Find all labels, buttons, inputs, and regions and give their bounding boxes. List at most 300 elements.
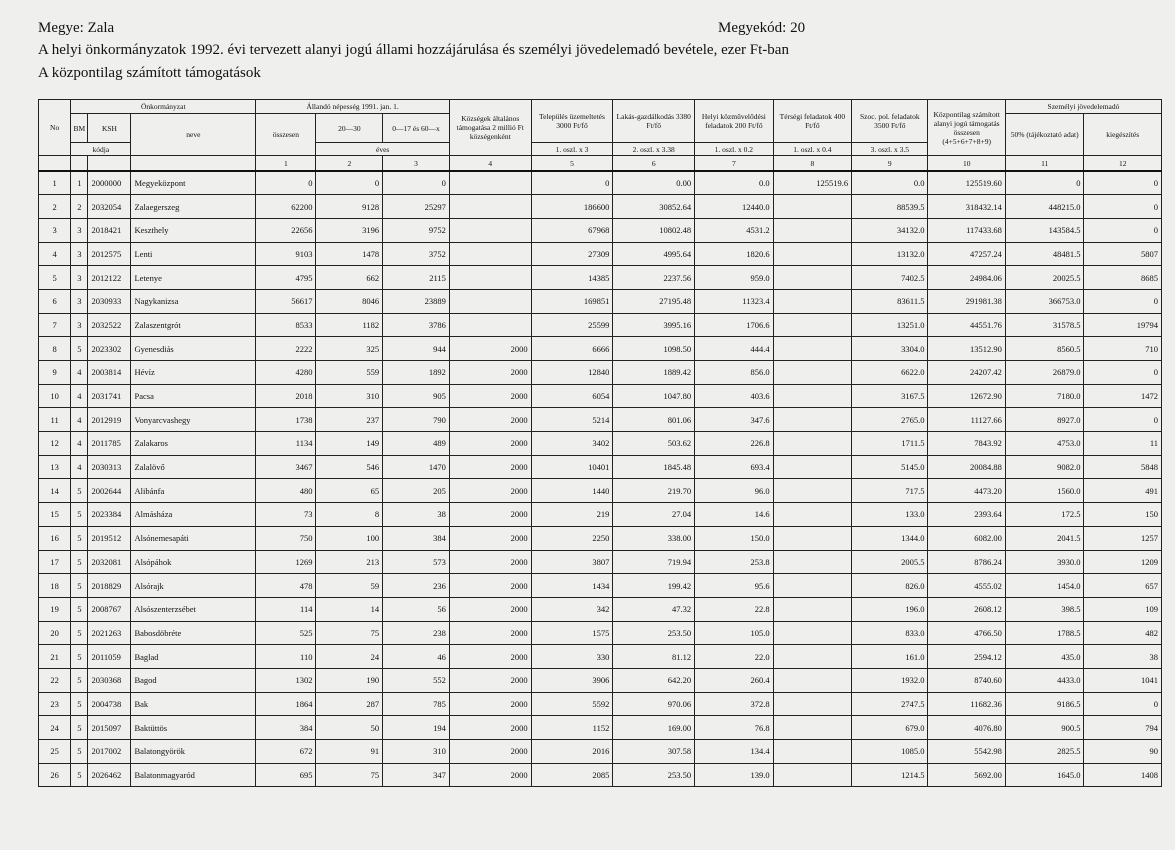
row-osszesen: 1269 [256, 550, 316, 574]
row-szja-50: 172.5 [1005, 503, 1084, 527]
col-osszesen: összesen [256, 114, 316, 156]
row-20-30: 149 [316, 432, 383, 456]
table-row [39, 171, 1162, 195]
row-ksh: 2030313 [88, 455, 131, 479]
row-name: Letenye [131, 266, 256, 290]
row-szja-kieg: 11 [1084, 432, 1162, 456]
col-telepules: Település üzemeltetés 3000 Ft/fő [531, 100, 613, 143]
row-telepules: 27309 [531, 242, 613, 266]
row-szoc: 2747.5 [852, 692, 928, 716]
row-bm: 5 [71, 574, 88, 598]
row-no: 1 [39, 171, 71, 195]
row-szja-kieg: 5807 [1084, 242, 1162, 266]
row-0-17: 46 [383, 645, 450, 669]
row-no: 12 [39, 432, 71, 456]
row-name: Alsópáhok [131, 550, 256, 574]
row-bm: 5 [71, 597, 88, 621]
table-row [39, 455, 1162, 479]
row-ksh: 2030368 [88, 668, 131, 692]
row-no: 9 [39, 361, 71, 385]
col-number: 11 [1005, 156, 1084, 172]
row-20-30: 662 [316, 266, 383, 290]
row-szja-50: 8927.0 [1005, 408, 1084, 432]
row-osszesen: 62200 [256, 195, 316, 219]
row-telepules: 2085 [531, 763, 613, 787]
row-telepules: 3402 [531, 432, 613, 456]
row-bm: 1 [71, 171, 88, 195]
row-tersegi: 125519.6 [773, 171, 852, 195]
row-szoc: 1932.0 [852, 668, 928, 692]
row-szja-50: 366753.0 [1005, 289, 1084, 313]
row-ksh: 2011059 [88, 645, 131, 669]
row-tersegi [773, 195, 852, 219]
row-kozsegek: 2000 [449, 574, 531, 598]
row-lakas: 219.70 [613, 479, 695, 503]
row-helyi: 226.8 [695, 432, 774, 456]
row-telepules: 10401 [531, 455, 613, 479]
col-age-20-30: 20—30 [316, 114, 383, 143]
row-szja-50: 2041.5 [1005, 526, 1084, 550]
row-szja-50: 4433.0 [1005, 668, 1084, 692]
row-lakas: 642.20 [613, 668, 695, 692]
row-szja-kieg: 794 [1084, 716, 1162, 740]
row-szja-kieg: 0 [1084, 171, 1162, 195]
row-kozsegek: 2000 [449, 408, 531, 432]
row-lakas: 81.12 [613, 645, 695, 669]
row-20-30: 3196 [316, 218, 383, 242]
row-lakas: 801.06 [613, 408, 695, 432]
row-osszesen: 22656 [256, 218, 316, 242]
row-szja-50: 900.5 [1005, 716, 1084, 740]
row-bm: 5 [71, 763, 88, 787]
table-row [39, 337, 1162, 361]
row-0-17: 3786 [383, 313, 450, 337]
row-helyi: 22.0 [695, 645, 774, 669]
table-body [39, 171, 1162, 787]
row-szoc: 1344.0 [852, 526, 928, 550]
row-kozpontilag: 291981.38 [928, 289, 1005, 313]
row-bm: 3 [71, 289, 88, 313]
row-szoc: 13132.0 [852, 242, 928, 266]
table-row [39, 550, 1162, 574]
row-kozsegek: 2000 [449, 597, 531, 621]
row-kozsegek [449, 242, 531, 266]
col-number: 5 [531, 156, 613, 172]
col-number: 12 [1084, 156, 1162, 172]
table-row [39, 763, 1162, 787]
table-row [39, 218, 1162, 242]
row-lakas: 1098.50 [613, 337, 695, 361]
row-ksh: 2012919 [88, 408, 131, 432]
row-20-30: 190 [316, 668, 383, 692]
row-osszesen: 1302 [256, 668, 316, 692]
num-blank [39, 156, 71, 172]
row-bm: 5 [71, 550, 88, 574]
col-lakas: Lakás-gazdálkodás 3380 Ft/fő [613, 100, 695, 143]
row-telepules: 0 [531, 171, 613, 195]
row-0-17: 0 [383, 171, 450, 195]
row-name: Balatonmagyaród [131, 763, 256, 787]
row-ksh: 2017002 [88, 740, 131, 764]
row-lakas: 719.94 [613, 550, 695, 574]
row-helyi: 76.8 [695, 716, 774, 740]
col-tersegi-formula: 1. oszl. x 0.4 [773, 143, 852, 156]
row-tersegi [773, 432, 852, 456]
row-kozpontilag: 24984.06 [928, 266, 1005, 290]
row-0-17: 347 [383, 763, 450, 787]
row-name: Keszthely [131, 218, 256, 242]
row-szja-50: 26879.0 [1005, 361, 1084, 385]
row-kozsegek: 2000 [449, 621, 531, 645]
num-blank [88, 156, 131, 172]
row-helyi: 1706.6 [695, 313, 774, 337]
row-0-17: 489 [383, 432, 450, 456]
row-0-17: 38 [383, 503, 450, 527]
row-szoc: 3167.5 [852, 384, 928, 408]
row-lakas: 1047.80 [613, 384, 695, 408]
row-lakas: 970.06 [613, 692, 695, 716]
row-szja-50: 1645.0 [1005, 763, 1084, 787]
col-ksh: KSH [88, 114, 131, 143]
row-szja-50: 9186.5 [1005, 692, 1084, 716]
row-bm: 5 [71, 479, 88, 503]
row-ksh: 2023384 [88, 503, 131, 527]
row-szja-kieg: 0 [1084, 692, 1162, 716]
row-szja-kieg: 8685 [1084, 266, 1162, 290]
row-helyi: 95.6 [695, 574, 774, 598]
row-name: Alsószenterzsébet [131, 597, 256, 621]
table-row [39, 526, 1162, 550]
row-kozsegek: 2000 [449, 455, 531, 479]
row-szja-kieg: 150 [1084, 503, 1162, 527]
row-0-17: 205 [383, 479, 450, 503]
row-0-17: 238 [383, 621, 450, 645]
row-ksh: 2026462 [88, 763, 131, 787]
row-0-17: 552 [383, 668, 450, 692]
row-ksh: 2032081 [88, 550, 131, 574]
row-ksh: 2000000 [88, 171, 131, 195]
row-0-17: 573 [383, 550, 450, 574]
row-name: Alsónemesapáti [131, 526, 256, 550]
row-kozsegek [449, 266, 531, 290]
row-0-17: 9752 [383, 218, 450, 242]
row-tersegi [773, 503, 852, 527]
row-ksh: 2003814 [88, 361, 131, 385]
row-kozsegek [449, 313, 531, 337]
row-no: 25 [39, 740, 71, 764]
row-szoc: 2765.0 [852, 408, 928, 432]
row-20-30: 1182 [316, 313, 383, 337]
table-row [39, 740, 1162, 764]
row-helyi: 253.8 [695, 550, 774, 574]
row-no: 11 [39, 408, 71, 432]
row-tersegi [773, 526, 852, 550]
row-tersegi [773, 218, 852, 242]
row-name: Zalaegerszeg [131, 195, 256, 219]
row-osszesen: 2222 [256, 337, 316, 361]
row-kozsegek: 2000 [449, 716, 531, 740]
row-bm: 4 [71, 432, 88, 456]
row-osszesen: 4795 [256, 266, 316, 290]
col-number: 1 [256, 156, 316, 172]
row-kozsegek [449, 218, 531, 242]
col-szja-50: 50% (tájékoztató adat) [1005, 114, 1084, 156]
row-bm: 4 [71, 408, 88, 432]
row-no: 24 [39, 716, 71, 740]
row-bm: 3 [71, 313, 88, 337]
row-osszesen: 478 [256, 574, 316, 598]
row-ksh: 2031741 [88, 384, 131, 408]
row-szja-kieg: 1472 [1084, 384, 1162, 408]
row-0-17: 1470 [383, 455, 450, 479]
row-lakas: 1889.42 [613, 361, 695, 385]
row-szoc: 7402.5 [852, 266, 928, 290]
row-ksh: 2012122 [88, 266, 131, 290]
row-ksh: 2021263 [88, 621, 131, 645]
row-szoc: 826.0 [852, 574, 928, 598]
row-bm: 4 [71, 455, 88, 479]
row-bm: 4 [71, 361, 88, 385]
row-osszesen: 750 [256, 526, 316, 550]
row-bm: 5 [71, 645, 88, 669]
row-lakas: 253.50 [613, 763, 695, 787]
table-row [39, 503, 1162, 527]
row-szja-50: 448215.0 [1005, 195, 1084, 219]
row-name: Alibánfa [131, 479, 256, 503]
row-telepules: 5592 [531, 692, 613, 716]
row-bm: 3 [71, 266, 88, 290]
row-20-30: 325 [316, 337, 383, 361]
row-0-17: 23889 [383, 289, 450, 313]
row-0-17: 3752 [383, 242, 450, 266]
col-age-0-17: 0—17 és 60—x [383, 114, 450, 143]
row-ksh: 2018829 [88, 574, 131, 598]
row-szoc: 6622.0 [852, 361, 928, 385]
row-no: 26 [39, 763, 71, 787]
row-20-30: 287 [316, 692, 383, 716]
table-row [39, 266, 1162, 290]
document-subtitle: A központilag számított támogatások [38, 65, 261, 81]
row-lakas: 30852.64 [613, 195, 695, 219]
row-szja-50: 0 [1005, 171, 1084, 195]
support-table [38, 99, 1162, 787]
num-blank [131, 156, 256, 172]
row-osszesen: 1134 [256, 432, 316, 456]
row-szoc: 13251.0 [852, 313, 928, 337]
row-helyi: 4531.2 [695, 218, 774, 242]
row-kozsegek [449, 171, 531, 195]
row-kozpontilag: 4555.02 [928, 574, 1005, 598]
row-no: 4 [39, 242, 71, 266]
row-lakas: 2237.56 [613, 266, 695, 290]
row-no: 22 [39, 668, 71, 692]
row-szja-kieg: 109 [1084, 597, 1162, 621]
row-0-17: 236 [383, 574, 450, 598]
row-szja-50: 9082.0 [1005, 455, 1084, 479]
row-telepules: 330 [531, 645, 613, 669]
row-no: 10 [39, 384, 71, 408]
row-szoc: 679.0 [852, 716, 928, 740]
row-szja-50: 48481.5 [1005, 242, 1084, 266]
row-helyi: 150.0 [695, 526, 774, 550]
row-no: 14 [39, 479, 71, 503]
row-ksh: 2030933 [88, 289, 131, 313]
row-kozpontilag: 4766.50 [928, 621, 1005, 645]
row-osszesen: 672 [256, 740, 316, 764]
row-lakas: 3995.16 [613, 313, 695, 337]
row-szja-kieg: 1257 [1084, 526, 1162, 550]
row-lakas: 47.32 [613, 597, 695, 621]
row-szoc: 833.0 [852, 621, 928, 645]
row-kozsegek: 2000 [449, 526, 531, 550]
row-name: Gyenesdiás [131, 337, 256, 361]
row-20-30: 237 [316, 408, 383, 432]
row-szoc: 5145.0 [852, 455, 928, 479]
row-osszesen: 384 [256, 716, 316, 740]
row-telepules: 12840 [531, 361, 613, 385]
row-szoc: 88539.5 [852, 195, 928, 219]
row-kozsegek [449, 195, 531, 219]
row-tersegi [773, 574, 852, 598]
row-lakas: 10802.48 [613, 218, 695, 242]
row-lakas: 253.50 [613, 621, 695, 645]
row-20-30: 91 [316, 740, 383, 764]
row-name: Vonyarcvashegy [131, 408, 256, 432]
row-telepules: 219 [531, 503, 613, 527]
row-20-30: 0 [316, 171, 383, 195]
row-lakas: 0.00 [613, 171, 695, 195]
row-szja-50: 1560.0 [1005, 479, 1084, 503]
row-szja-kieg: 38 [1084, 645, 1162, 669]
row-kozsegek: 2000 [449, 384, 531, 408]
row-helyi: 403.6 [695, 384, 774, 408]
row-lakas: 503.62 [613, 432, 695, 456]
row-name: Balatongyörök [131, 740, 256, 764]
row-telepules: 2016 [531, 740, 613, 764]
row-bm: 5 [71, 668, 88, 692]
row-20-30: 75 [316, 763, 383, 787]
row-name: Alsórajk [131, 574, 256, 598]
row-szja-50: 20025.5 [1005, 266, 1084, 290]
row-kozpontilag: 44551.76 [928, 313, 1005, 337]
row-helyi: 959.0 [695, 266, 774, 290]
row-ksh: 2019512 [88, 526, 131, 550]
row-helyi: 134.4 [695, 740, 774, 764]
row-tersegi [773, 668, 852, 692]
row-kozsegek: 2000 [449, 503, 531, 527]
table-row [39, 384, 1162, 408]
row-name: Baglad [131, 645, 256, 669]
row-bm: 2 [71, 195, 88, 219]
row-bm: 5 [71, 337, 88, 361]
row-kozpontilag: 4473.20 [928, 479, 1005, 503]
row-kozpontilag: 6082.00 [928, 526, 1005, 550]
row-name: Hévíz [131, 361, 256, 385]
col-number: 10 [928, 156, 1005, 172]
row-no: 15 [39, 503, 71, 527]
row-tersegi [773, 645, 852, 669]
row-szja-50: 8560.5 [1005, 337, 1084, 361]
row-bm: 5 [71, 740, 88, 764]
row-tersegi [773, 763, 852, 787]
row-bm: 3 [71, 218, 88, 242]
col-number: 3 [383, 156, 450, 172]
row-telepules: 169851 [531, 289, 613, 313]
col-no: No [39, 100, 71, 156]
row-szja-50: 7180.0 [1005, 384, 1084, 408]
col-number: 7 [695, 156, 774, 172]
row-osszesen: 2018 [256, 384, 316, 408]
col-population: Állandó népesség 1991. jan. 1. [256, 100, 450, 114]
row-no: 8 [39, 337, 71, 361]
row-no: 17 [39, 550, 71, 574]
row-szja-kieg: 1041 [1084, 668, 1162, 692]
row-telepules: 14385 [531, 266, 613, 290]
row-kozpontilag: 13512.90 [928, 337, 1005, 361]
row-lakas: 27.04 [613, 503, 695, 527]
row-20-30: 65 [316, 479, 383, 503]
county-code-label: Megyekód: 20 [718, 20, 806, 36]
row-kozpontilag: 8740.60 [928, 668, 1005, 692]
col-szoc-formula: 3. oszl. x 3.5 [852, 143, 928, 156]
row-name: Baktüttös [131, 716, 256, 740]
row-no: 16 [39, 526, 71, 550]
row-0-17: 2115 [383, 266, 450, 290]
row-kozsegek: 2000 [449, 740, 531, 764]
row-osszesen: 56617 [256, 289, 316, 313]
row-20-30: 14 [316, 597, 383, 621]
row-no: 7 [39, 313, 71, 337]
row-kozsegek: 2000 [449, 361, 531, 385]
row-no: 20 [39, 621, 71, 645]
row-name: Bak [131, 692, 256, 716]
row-osszesen: 73 [256, 503, 316, 527]
row-helyi: 1820.6 [695, 242, 774, 266]
row-name: Zalalövő [131, 455, 256, 479]
row-helyi: 856.0 [695, 361, 774, 385]
county-label: Megye: Zala [38, 20, 115, 36]
row-tersegi [773, 692, 852, 716]
row-no: 23 [39, 692, 71, 716]
row-szja-kieg: 90 [1084, 740, 1162, 764]
col-helyi: Helyi közművelődési feladatok 200 Ft/fő [695, 100, 774, 143]
row-szoc: 717.5 [852, 479, 928, 503]
row-no: 13 [39, 455, 71, 479]
col-number: 8 [773, 156, 852, 172]
row-name: Nagykanizsa [131, 289, 256, 313]
row-lakas: 338.00 [613, 526, 695, 550]
row-name: Almásháza [131, 503, 256, 527]
table-row [39, 645, 1162, 669]
table-row [39, 692, 1162, 716]
row-kozsegek: 2000 [449, 337, 531, 361]
row-szja-kieg: 5848 [1084, 455, 1162, 479]
row-tersegi [773, 408, 852, 432]
row-telepules: 3906 [531, 668, 613, 692]
row-telepules: 2250 [531, 526, 613, 550]
row-ksh: 2008767 [88, 597, 131, 621]
row-helyi: 372.8 [695, 692, 774, 716]
row-no: 6 [39, 289, 71, 313]
row-kozpontilag: 318432.14 [928, 195, 1005, 219]
row-20-30: 100 [316, 526, 383, 550]
row-name: Zalaszentgrót [131, 313, 256, 337]
row-szja-50: 2825.5 [1005, 740, 1084, 764]
row-tersegi [773, 597, 852, 621]
col-number: 2 [316, 156, 383, 172]
row-kozsegek: 2000 [449, 432, 531, 456]
row-telepules: 3807 [531, 550, 613, 574]
